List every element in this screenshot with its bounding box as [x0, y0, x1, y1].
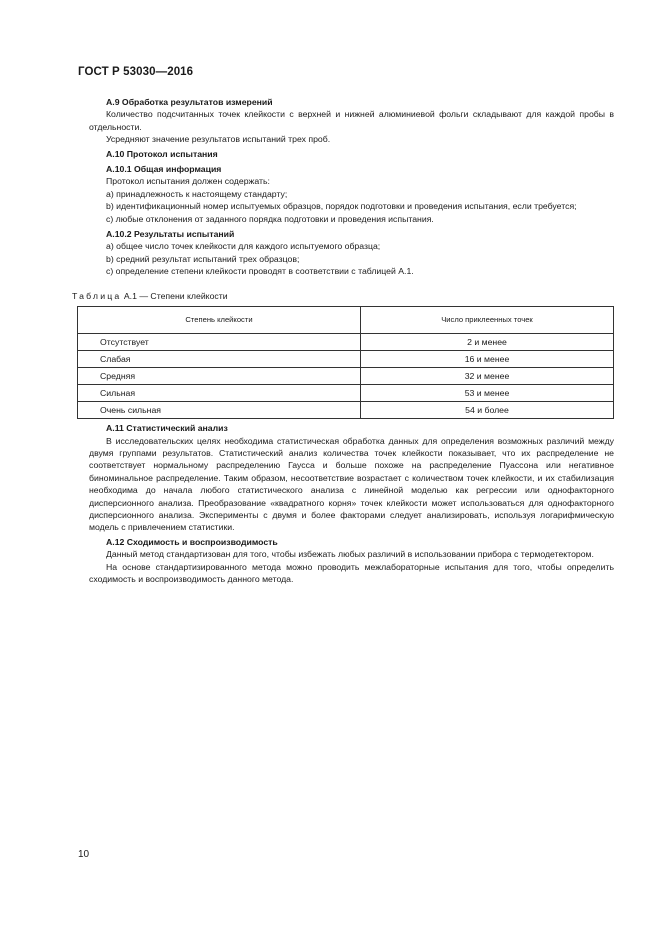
table-cell-points: 16 и менее	[361, 351, 614, 368]
table-row	[78, 402, 614, 419]
list-item: с) любые отклонения от заданного порядка подготовки и проведения испытания.	[106, 213, 434, 224]
table-cell-points: 2 и менее	[361, 334, 614, 351]
table-cell-points: 54 и более	[361, 402, 614, 419]
table-row	[78, 351, 614, 368]
section-a12-paragraph-1: Данный метод стандартизован для того, чтобы избежать любых различий в использовании прибора с термодетектором.	[106, 549, 594, 560]
table-cell-points: 32 и менее	[361, 368, 614, 385]
table-row	[78, 368, 614, 385]
section-a11-title: А.11 Статистический анализ	[106, 423, 228, 434]
section-a12-paragraph-2: На основе стандартизированного метода можно проводить межлабораторные испытания для того, чтобы определить сходимость и воспроизводимость данного метода.	[89, 561, 614, 584]
table-cell-degree: Слабая	[78, 351, 361, 368]
list-item: с) определение степени клейкости проводят в соответствии с таблицей А.1.	[106, 266, 414, 277]
table-cell-degree: Средняя	[78, 368, 361, 385]
page-number: 10	[78, 849, 90, 860]
table-header-row	[78, 307, 614, 334]
table-row	[78, 385, 614, 402]
table-cell-degree: Отсутствует	[78, 334, 361, 351]
table-header-degree: Степень клейкости	[78, 307, 361, 334]
table-cell-degree: Очень сильная	[78, 402, 361, 419]
table-caption-prefix: Таблица	[72, 290, 122, 301]
table-cell-points: 53 и менее	[361, 385, 614, 402]
list-item: а) принадлежность к настоящему стандарту;	[106, 188, 288, 199]
section-a12-title: А.12 Сходимость и воспроизводимость	[106, 536, 278, 547]
section-a10-1-intro: Протокол испытания должен содержать:	[106, 176, 270, 187]
section-a9-title: А.9 Обработка результатов измерений	[106, 97, 273, 107]
section-a10-1-title: А.10.1 Общая информация	[106, 164, 222, 175]
list-item: а) общее число точек клейкости для каждого испытуемого образца;	[106, 241, 381, 252]
section-a10-title: А.10 Протокол испытания	[106, 148, 218, 159]
table-caption	[72, 290, 614, 302]
section-a9-paragraph-2: Усредняют значение результатов испытаний трех проб.	[106, 134, 331, 145]
table-cell-degree: Сильная	[78, 385, 361, 402]
table-row	[78, 334, 614, 351]
section-a9-paragraph-1: Количество подсчитанных точек клейкости с верхней и нижней алюминиевой фольги складывают для каждой пробы в отдельности.	[89, 109, 614, 132]
adhesion-degree-table	[77, 306, 614, 419]
table-header-points: Число приклеенных точек	[361, 307, 614, 334]
list-item: b) средний результат испытаний трех образцов;	[106, 253, 300, 264]
page-content	[72, 94, 614, 585]
section-a11-paragraph-1: В исследовательских целях необходима статистическая обработка данных для определения возможных различий между двумя группами результатов. Статистический анализ количества точек клейкости показывает, что их распределение не соответствует нормальному распределению Гаусса и больше похоже на распределение Пуассона или негативное биноминальное распределение. Таким образом, несоответствие возрастает с количеством точек клейкости, и их стабилизация необходима до начала любого статистического анализа с линейной моделью как регрессии или однофакторного дисперсионного анализа. Преобразование «квадратного корня» точек клейкости может использоваться для однофакторного дисперсионного анализа. Эксперименты с двумя и более факторами следует анализировать, используя логарифмическую модель с привлечением статистики.	[89, 435, 614, 533]
list-item: b) идентификационный номер испытуемых образцов, порядок подготовки и проведения испытания, если требуется;	[106, 201, 577, 212]
document-header: ГОСТ Р 53030—2016	[78, 66, 194, 78]
section-a10-2-title: А.10.2 Результаты испытаний	[106, 229, 235, 240]
table-caption-text: А.1 — Степени клейкости	[121, 290, 228, 301]
